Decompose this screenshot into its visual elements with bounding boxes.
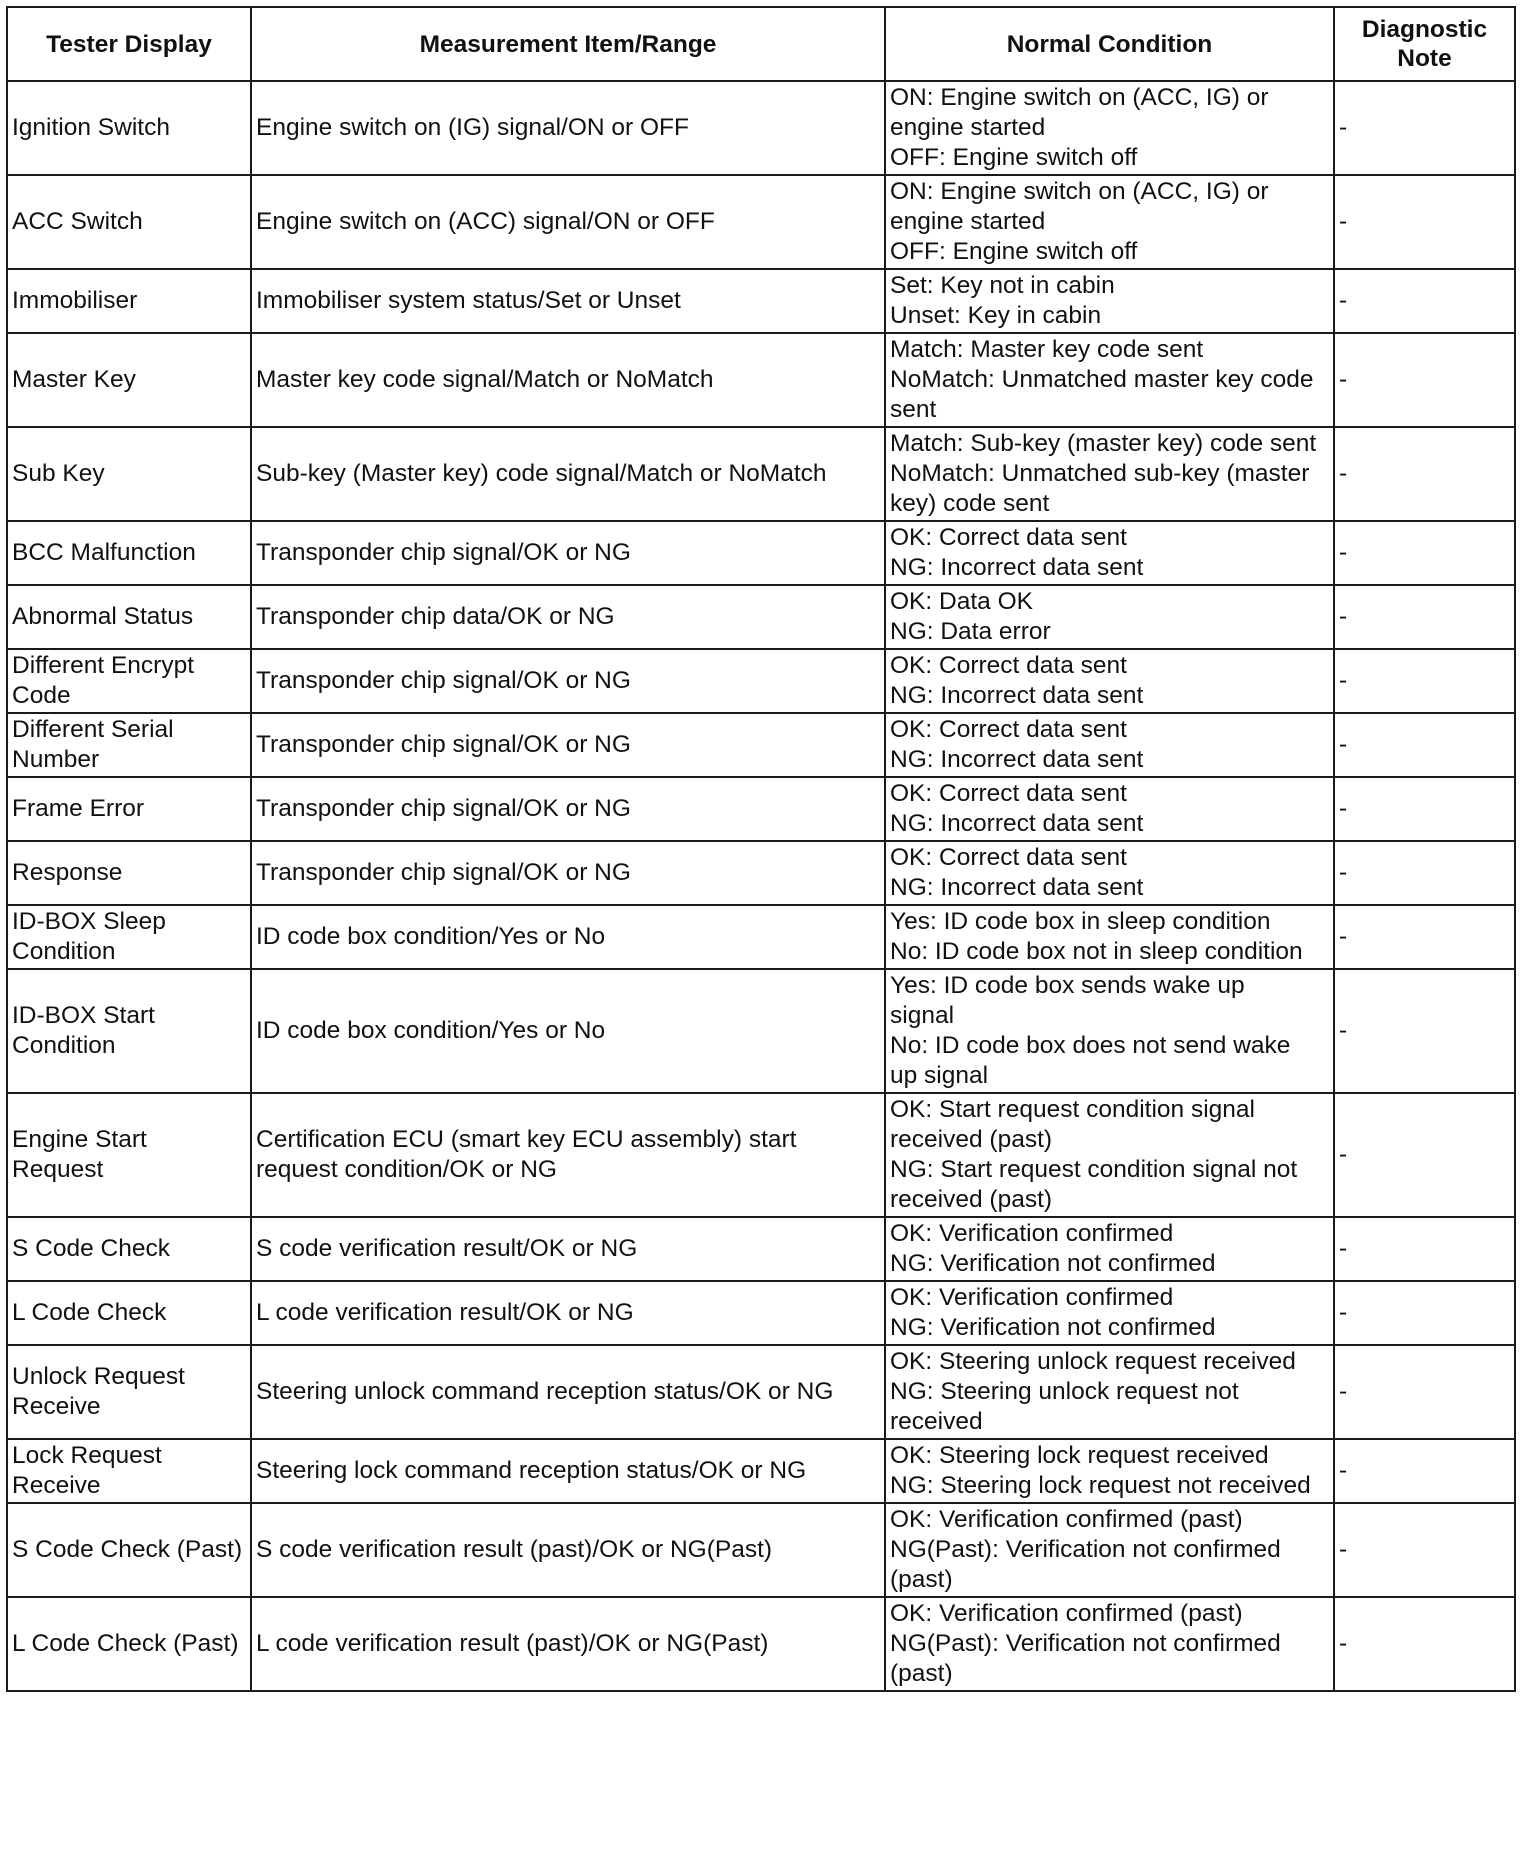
- cell-measurement-item: [251, 1597, 885, 1691]
- cell-tester-display-line: Condition: [12, 938, 116, 965]
- cell-measurement-item: [251, 1217, 885, 1281]
- cell-measurement-item-line: Transponder chip signal/OK or NG: [256, 731, 631, 758]
- cell-normal-condition-line: OK: Verification confirmed: [890, 1284, 1174, 1311]
- cell-tester-display-line: S Code Check (Past): [12, 1536, 243, 1563]
- cell-tester-display-line: Response: [12, 859, 123, 886]
- cell-measurement-item: [251, 905, 885, 969]
- cell-tester-display-line: L Code Check: [12, 1299, 167, 1326]
- cell-normal-condition: [885, 1093, 1334, 1217]
- cell-tester-display-line: Engine Start: [12, 1126, 147, 1153]
- cell-normal-condition-line: OK: Steering unlock request received: [890, 1348, 1296, 1375]
- cell-measurement-item: [251, 841, 885, 905]
- cell-tester-display-line: Code: [12, 682, 71, 709]
- cell-tester-display-line: ID-BOX Start: [12, 1002, 155, 1029]
- cell-normal-condition-line: signal: [890, 1002, 955, 1029]
- cell-measurement-item: [251, 427, 885, 521]
- cell-normal-condition-line: No: ID code box not in sleep condition: [890, 938, 1303, 965]
- cell-diagnostic-note: -: [1334, 81, 1515, 175]
- cell-normal-condition-line: NG: Incorrect data sent: [890, 746, 1144, 773]
- cell-normal-condition-line: OK: Correct data sent: [890, 844, 1127, 871]
- cell-normal-condition-line: OK: Verification confirmed (past): [890, 1506, 1243, 1533]
- cell-tester-display-line: Different Serial: [12, 716, 174, 743]
- cell-diagnostic-note: -: [1334, 427, 1515, 521]
- table-row: [7, 713, 1515, 777]
- cell-normal-condition-line: Unset: Key in cabin: [890, 302, 1102, 329]
- cell-diagnostic-note: -: [1334, 649, 1515, 713]
- cell-normal-condition-line: OK: Start request condition signal: [890, 1096, 1255, 1123]
- table-row: [7, 1345, 1515, 1439]
- cell-normal-condition-line: OK: Correct data sent: [890, 524, 1127, 551]
- cell-normal-condition-line: NG: Steering unlock request not: [890, 1378, 1239, 1405]
- cell-tester-display-line: Number: [12, 746, 100, 773]
- cell-tester-display: [7, 713, 251, 777]
- cell-tester-display-line: Request: [12, 1156, 104, 1183]
- cell-diagnostic-note: -: [1334, 585, 1515, 649]
- cell-normal-condition: [885, 269, 1334, 333]
- cell-normal-condition: [885, 81, 1334, 175]
- cell-tester-display: [7, 269, 251, 333]
- cell-measurement-item-line: L code verification result (past)/OK or NG(Past): [256, 1630, 769, 1657]
- cell-tester-display: [7, 905, 251, 969]
- cell-normal-condition-line: received (past): [890, 1126, 1053, 1153]
- header-row: [7, 7, 1515, 81]
- cell-normal-condition-line: key) code sent: [890, 490, 1050, 517]
- cell-tester-display: [7, 521, 251, 585]
- cell-normal-condition-line: Yes: ID code box in sleep condition: [890, 908, 1271, 935]
- cell-diagnostic-note: -: [1334, 269, 1515, 333]
- cell-tester-display: [7, 969, 251, 1093]
- table-body: [7, 81, 1515, 1691]
- cell-normal-condition-line: sent: [890, 396, 937, 423]
- cell-measurement-item: [251, 175, 885, 269]
- cell-measurement-item: [251, 1503, 885, 1597]
- table-row: [7, 969, 1515, 1093]
- table-row: [7, 81, 1515, 175]
- cell-normal-condition-line: NG: Incorrect data sent: [890, 682, 1144, 709]
- cell-measurement-item-line: Transponder chip signal/OK or NG: [256, 859, 631, 886]
- cell-tester-display-line: Immobiliser: [12, 287, 138, 314]
- cell-measurement-item: [251, 521, 885, 585]
- cell-normal-condition-line: NG: Start request condition signal not: [890, 1156, 1298, 1183]
- cell-normal-condition-line: OK: Correct data sent: [890, 652, 1127, 679]
- cell-measurement-item: [251, 333, 885, 427]
- cell-normal-condition-line: Yes: ID code box sends wake up: [890, 972, 1245, 999]
- table-row: [7, 841, 1515, 905]
- data-list-sheet: [6, 6, 1514, 1692]
- cell-measurement-item-line: ID code box condition/Yes or No: [256, 923, 606, 950]
- cell-measurement-item-line: S code verification result (past)/OK or NG(Past): [256, 1536, 773, 1563]
- data-list-table: [6, 6, 1516, 1692]
- cell-normal-condition-line: OK: Steering lock request received: [890, 1442, 1269, 1469]
- table-row: [7, 1217, 1515, 1281]
- cell-tester-display: [7, 1093, 251, 1217]
- cell-measurement-item-line: Transponder chip signal/OK or NG: [256, 795, 631, 822]
- cell-normal-condition: [885, 585, 1334, 649]
- cell-tester-display-line: Sub Key: [12, 460, 105, 487]
- cell-diagnostic-note: -: [1334, 1217, 1515, 1281]
- cell-measurement-item-line: request condition/OK or NG: [256, 1156, 557, 1183]
- cell-tester-display-line: L Code Check (Past): [12, 1630, 239, 1657]
- cell-measurement-item-line: Engine switch on (ACC) signal/ON or OFF: [256, 208, 715, 235]
- cell-normal-condition-line: OK: Correct data sent: [890, 780, 1127, 807]
- cell-normal-condition-line: NG: Verification not confirmed: [890, 1250, 1216, 1277]
- cell-measurement-item: [251, 649, 885, 713]
- table-row: [7, 521, 1515, 585]
- cell-diagnostic-note: -: [1334, 777, 1515, 841]
- cell-tester-display-line: Master Key: [12, 366, 136, 393]
- cell-tester-display-line: ACC Switch: [12, 208, 143, 235]
- cell-normal-condition: [885, 841, 1334, 905]
- cell-measurement-item-line: S code verification result/OK or NG: [256, 1235, 638, 1262]
- table-row: [7, 1439, 1515, 1503]
- cell-normal-condition-line: NG: Incorrect data sent: [890, 874, 1144, 901]
- header-diagnostic-note-line2: Note: [1397, 45, 1452, 72]
- table-row: [7, 175, 1515, 269]
- cell-diagnostic-note: -: [1334, 841, 1515, 905]
- cell-normal-condition: [885, 333, 1334, 427]
- cell-tester-display: [7, 1503, 251, 1597]
- table-row: [7, 333, 1515, 427]
- cell-tester-display: [7, 1281, 251, 1345]
- cell-measurement-item-line: Sub-key (Master key) code signal/Match or NoMatch: [256, 460, 827, 487]
- cell-normal-condition-line: NG: Incorrect data sent: [890, 554, 1144, 581]
- cell-tester-display: [7, 585, 251, 649]
- cell-normal-condition: [885, 905, 1334, 969]
- cell-normal-condition-line: up signal: [890, 1062, 989, 1089]
- cell-normal-condition: [885, 1217, 1334, 1281]
- cell-normal-condition-line: OK: Verification confirmed (past): [890, 1600, 1243, 1627]
- cell-measurement-item-line: Immobiliser system status/Set or Unset: [256, 287, 681, 314]
- table-row: [7, 649, 1515, 713]
- header-diagnostic-note-line1: Diagnostic: [1361, 16, 1488, 43]
- cell-measurement-item: [251, 1281, 885, 1345]
- table-row: [7, 905, 1515, 969]
- cell-measurement-item: [251, 269, 885, 333]
- cell-measurement-item-line: ID code box condition/Yes or No: [256, 1017, 606, 1044]
- cell-tester-display: [7, 1217, 251, 1281]
- cell-normal-condition-line: received (past): [890, 1186, 1053, 1213]
- cell-normal-condition: [885, 649, 1334, 713]
- cell-tester-display: [7, 1345, 251, 1439]
- cell-normal-condition: [885, 969, 1334, 1093]
- cell-normal-condition: [885, 713, 1334, 777]
- cell-tester-display: [7, 81, 251, 175]
- cell-tester-display-line: Receive: [12, 1393, 101, 1420]
- cell-normal-condition: [885, 1439, 1334, 1503]
- cell-diagnostic-note: -: [1334, 1597, 1515, 1691]
- table-row: [7, 269, 1515, 333]
- cell-normal-condition-line: NG(Past): Verification not confirmed: [890, 1536, 1281, 1563]
- cell-measurement-item: [251, 713, 885, 777]
- cell-diagnostic-note: -: [1334, 1345, 1515, 1439]
- cell-measurement-item-line: Steering lock command reception status/OK or NG: [256, 1457, 807, 1484]
- cell-diagnostic-note: -: [1334, 1439, 1515, 1503]
- cell-tester-display-line: Condition: [12, 1032, 116, 1059]
- cell-tester-display-line: Lock Request: [12, 1442, 162, 1469]
- cell-measurement-item-line: Steering unlock command reception status/OK or NG: [256, 1378, 834, 1405]
- cell-tester-display: [7, 1597, 251, 1691]
- cell-normal-condition-line: (past): [890, 1566, 953, 1593]
- cell-measurement-item-line: Engine switch on (IG) signal/ON or OFF: [256, 114, 689, 141]
- cell-normal-condition-line: Match: Sub-key (master key) code sent: [890, 430, 1317, 457]
- cell-tester-display-line: S Code Check: [12, 1235, 170, 1262]
- cell-normal-condition-line: NoMatch: Unmatched sub-key (master: [890, 460, 1310, 487]
- cell-normal-condition: [885, 777, 1334, 841]
- header-diagnostic-note: [1334, 7, 1515, 81]
- table-row: [7, 585, 1515, 649]
- cell-tester-display-line: Different Encrypt: [12, 652, 195, 679]
- cell-normal-condition: [885, 427, 1334, 521]
- cell-normal-condition: [885, 1281, 1334, 1345]
- cell-normal-condition-line: OK: Data OK: [890, 588, 1033, 615]
- cell-measurement-item-line: Master key code signal/Match or NoMatch: [256, 366, 714, 393]
- cell-tester-display-line: Ignition Switch: [12, 114, 170, 141]
- cell-measurement-item: [251, 969, 885, 1093]
- cell-measurement-item-line: Transponder chip signal/OK or NG: [256, 539, 631, 566]
- cell-measurement-item: [251, 81, 885, 175]
- cell-normal-condition: [885, 521, 1334, 585]
- table-row: [7, 1093, 1515, 1217]
- cell-diagnostic-note: -: [1334, 969, 1515, 1093]
- cell-normal-condition-line: NG: Verification not confirmed: [890, 1314, 1216, 1341]
- cell-tester-display-line: Unlock Request: [12, 1363, 185, 1390]
- cell-measurement-item-line: Certification ECU (smart key ECU assembly) start: [256, 1126, 797, 1153]
- cell-measurement-item-line: Transponder chip data/OK or NG: [256, 603, 615, 630]
- cell-normal-condition-line: ON: Engine switch on (ACC, IG) or: [890, 178, 1269, 205]
- table-row: [7, 1503, 1515, 1597]
- cell-normal-condition-line: NG: Steering lock request not received: [890, 1472, 1311, 1499]
- cell-normal-condition-line: OFF: Engine switch off: [890, 144, 1138, 171]
- cell-tester-display-line: Abnormal Status: [12, 603, 194, 630]
- cell-measurement-item: [251, 1439, 885, 1503]
- table-row: [7, 427, 1515, 521]
- cell-diagnostic-note: -: [1334, 1503, 1515, 1597]
- table-row: [7, 1597, 1515, 1691]
- cell-normal-condition-line: OK: Verification confirmed: [890, 1220, 1174, 1247]
- cell-diagnostic-note: -: [1334, 175, 1515, 269]
- cell-measurement-item: [251, 1345, 885, 1439]
- table-row: [7, 777, 1515, 841]
- cell-measurement-item: [251, 1093, 885, 1217]
- header-tester-display: Tester Display: [7, 7, 251, 81]
- cell-normal-condition-line: engine started: [890, 208, 1046, 235]
- cell-normal-condition-line: OFF: Engine switch off: [890, 238, 1138, 265]
- cell-normal-condition: [885, 175, 1334, 269]
- cell-diagnostic-note: -: [1334, 713, 1515, 777]
- cell-diagnostic-note: -: [1334, 1281, 1515, 1345]
- cell-normal-condition-line: Set: Key not in cabin: [890, 272, 1115, 299]
- cell-measurement-item-line: L code verification result/OK or NG: [256, 1299, 634, 1326]
- cell-measurement-item-line: Transponder chip signal/OK or NG: [256, 667, 631, 694]
- cell-normal-condition-line: (past): [890, 1660, 953, 1687]
- cell-normal-condition: [885, 1503, 1334, 1597]
- cell-tester-display: [7, 649, 251, 713]
- cell-diagnostic-note: -: [1334, 1093, 1515, 1217]
- cell-diagnostic-note: -: [1334, 521, 1515, 585]
- cell-tester-display: [7, 777, 251, 841]
- cell-normal-condition-line: Match: Master key code sent: [890, 336, 1204, 363]
- cell-measurement-item: [251, 777, 885, 841]
- cell-normal-condition: [885, 1345, 1334, 1439]
- cell-measurement-item: [251, 585, 885, 649]
- cell-normal-condition-line: NoMatch: Unmatched master key code: [890, 366, 1314, 393]
- cell-normal-condition-line: No: ID code box does not send wake: [890, 1032, 1291, 1059]
- cell-diagnostic-note: -: [1334, 905, 1515, 969]
- cell-diagnostic-note: -: [1334, 333, 1515, 427]
- cell-tester-display-line: Receive: [12, 1472, 101, 1499]
- cell-tester-display: [7, 427, 251, 521]
- cell-normal-condition-line: NG: Incorrect data sent: [890, 810, 1144, 837]
- cell-normal-condition: [885, 1597, 1334, 1691]
- cell-normal-condition-line: received: [890, 1408, 983, 1435]
- cell-tester-display-line: BCC Malfunction: [12, 539, 196, 566]
- cell-normal-condition-line: ON: Engine switch on (ACC, IG) or: [890, 84, 1269, 111]
- cell-tester-display: [7, 1439, 251, 1503]
- header-normal-condition: Normal Condition: [885, 7, 1334, 81]
- cell-tester-display-line: ID-BOX Sleep: [12, 908, 166, 935]
- cell-tester-display: [7, 175, 251, 269]
- cell-tester-display-line: Frame Error: [12, 795, 145, 822]
- cell-normal-condition-line: NG: Data error: [890, 618, 1051, 645]
- cell-tester-display: [7, 841, 251, 905]
- header-measurement-item: Measurement Item/Range: [251, 7, 885, 81]
- cell-normal-condition-line: NG(Past): Verification not confirmed: [890, 1630, 1281, 1657]
- cell-normal-condition-line: OK: Correct data sent: [890, 716, 1127, 743]
- cell-normal-condition-line: engine started: [890, 114, 1046, 141]
- table-row: [7, 1281, 1515, 1345]
- cell-tester-display: [7, 333, 251, 427]
